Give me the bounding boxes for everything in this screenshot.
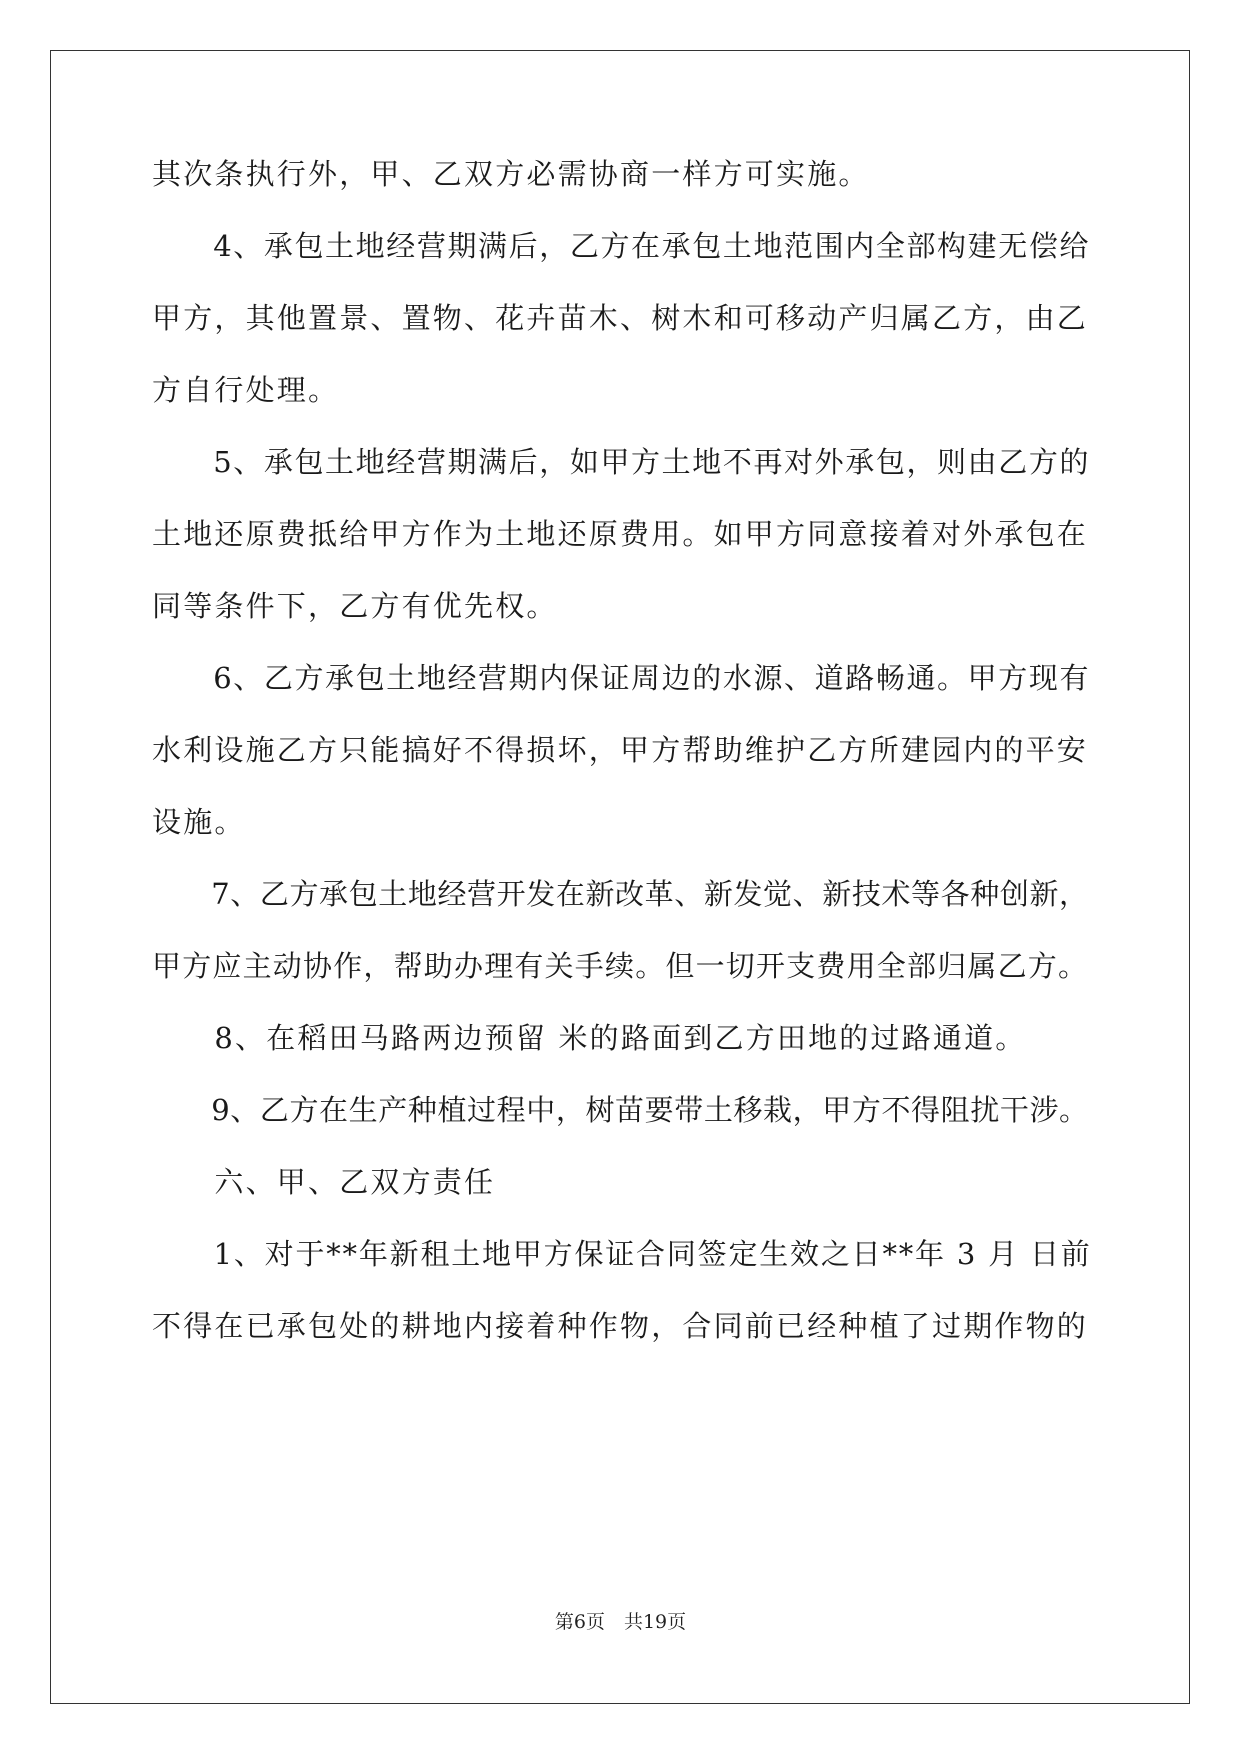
text-line: 同等条件下，乙方有优先权。 bbox=[152, 589, 558, 623]
text-line: 不得在已承包处的耕地内接着种作物，合同前已经种植了过期作物的 bbox=[152, 1309, 1089, 1343]
text-line: 5、承包土地经营期满后，如甲方土地不再对外承包，则由乙方的 bbox=[152, 445, 1091, 479]
text-line: 8、在稻田马路两边预留 米的路面到乙方田地的过路通道。 bbox=[152, 1021, 1027, 1055]
page-footer bbox=[0, 1610, 1241, 1634]
text-line: 9、乙方在生产种植过程中，树苗要带土移栽，甲方不得阻扰干涉。 bbox=[152, 1093, 1089, 1127]
text-line: 甲方应主动协作，帮助办理有关手续。但一切开支费用全部归属乙方。 bbox=[152, 949, 1089, 983]
text-line: 6、乙方承包土地经营期内保证周边的水源、道路畅通。甲方现有 bbox=[152, 661, 1091, 695]
text-line: 7、乙方承包土地经营开发在新改革、新发觉、新技术等各种创新， bbox=[152, 877, 1089, 911]
page-number: 第6页 共19页 bbox=[554, 1611, 687, 1633]
text-line: 其次条执行外，甲、乙双方必需协商一样方可实施。 bbox=[152, 157, 870, 191]
text-line: 水利设施乙方只能搞好不得损坏，甲方帮助维护乙方所建园内的平安 bbox=[152, 733, 1089, 767]
text-line: 甲方，其他置景、置物、花卉苗木、树木和可移动产归属乙方，由乙 bbox=[152, 301, 1089, 335]
section-heading: 六、甲、乙双方责任 bbox=[152, 1165, 496, 1199]
text-line: 方自行处理。 bbox=[152, 373, 340, 407]
text-line: 设施。 bbox=[152, 805, 246, 839]
text-line: 1、对于**年新租土地甲方保证合同签定生效之日**年 3 月 日前 bbox=[152, 1237, 1092, 1271]
text-line: 4、承包土地经营期满后，乙方在承包土地范围内全部构建无偿给 bbox=[152, 229, 1091, 263]
text-line: 土地还原费抵给甲方作为土地还原费用。如甲方同意接着对外承包在 bbox=[152, 517, 1089, 551]
